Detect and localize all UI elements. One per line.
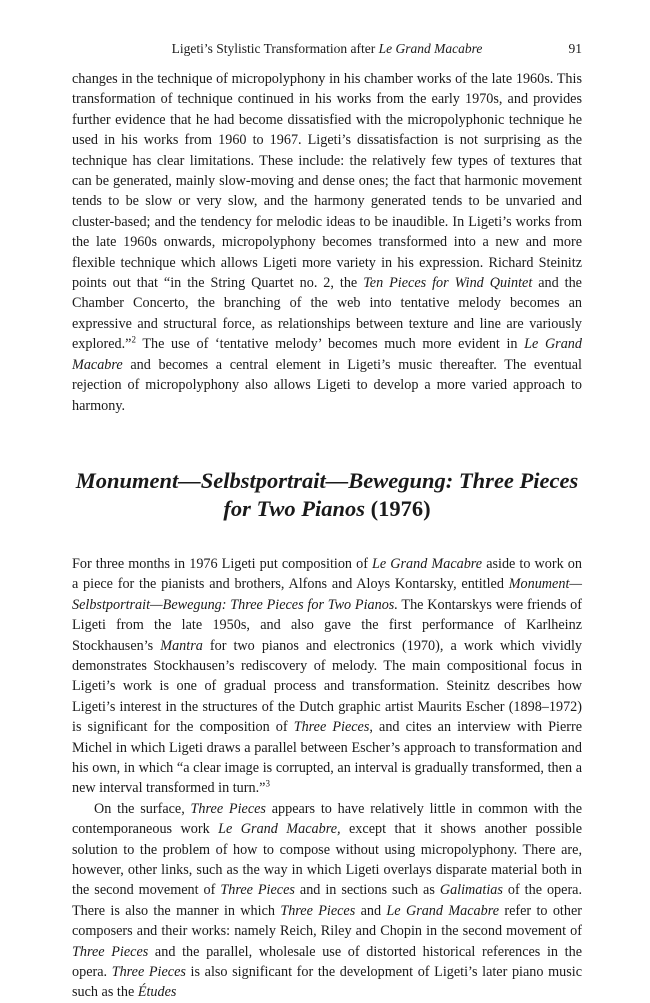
body-paragraph: For three months in 1976 Ligeti put composition of Le Grand Macabre aside to work on a piece for the pianists and brothers, Alfons and Aloys Kontarsky, entitled Monument—Selbstportrait—Bewegung: Three Pieces for Two Pianos. The Kontarskys were friends of Ligeti from the late 1950s, and also gave the first performance of Karlheinz Stockhausen’s Mantra for two pianos and electronics (1970), a work which vividly demonstrates Stockhausen’s rediscovery of melody. The main compositional focus in Ligeti’s work is one of gradual process and transformation. Steinitz describes how Ligeti’s interest in the structures of the Dutch graphic artist Maurits Escher (1898–1972) is significant for the composition of Three Pieces, and cites an interview with Pierre Michel in which Ligeti draws a parallel between Escher’s approach to transformation and his own, in which “a clear image is corrupted, an interval is gradually transformed, then a new interval transformed in turn.”$^3$: [72, 555, 582, 797]
book-page: [72, 0, 582, 1003]
body-paragraph: On the surface, Three Pieces appears to have relatively little in common with the contemporaneous work Le Grand Macabre, except that it shows another possible solution to the problem of how to compose without using micropolyphony. There are, however, other links, such as the way in which Ligeti overlays disparate material both in the second movement of Three Pieces and in sections such as Galimatias of the opera. There is also the manner in which Three Pieces and Le Grand Macabre refer to other composers and their works: namely Reich, Riley and Chopin in the second movement of Three Pieces and the parallel, wholesale use of distorted historical references in the opera. Three Pieces is also significant for the development of Ligeti’s later piano music such as the Études: [72, 800, 583, 1001]
body-paragraph: changes in the technique of micropolyphony in his chamber works of the late 1960s. This transformation of technique continued in his works from the early 1970s, and provides further evidence that he had become dissatisfied with the micropolyphonic technique he used in his works from 1960 to 1967. Ligeti’s dissatisfaction is not surprising as the technique has clear limitations. These include: the relatively few types of textures that can be generated, mainly slow-moving and dense ones; the fact that harmonic movement tends to be slow or very slow, and the harmony generated tends to be unvaried and cluster-based; and the tendency for melodic ideas to be inaudible. In Ligeti’s works from the late 1960s onwards, micropolyphony becomes transformed into a new and more flexible technique which allows Ligeti more variety in his expression. Richard Steinitz points out that “in the String Quartet no. 2, the Ten Pieces for Wind Quintet and the Chamber Concerto, the branching of the web into tentative melody becomes an expressive and structural force, as relationships between texture and line are variously explored.”$^2$ The use of ‘tentative melody’ becomes much more evident in Le Grand Macabre and becomes a central element in Ligeti’s music thereafter. The eventual rejection of micropolyphony also allows Ligeti to develop a more varied approach to harmony.: [72, 71, 582, 414]
section-heading-line: Monument—Selbstportrait—Bewegung: Three Pieces: [75, 467, 579, 493]
section-heading: [72, 467, 582, 523]
page-number: 91: [568, 41, 582, 56]
running-header: [72, 39, 582, 59]
section-heading-line: for Two Pianos (1976): [223, 495, 431, 521]
running-title: Ligeti’s Stylistic Transformation after Le Grand Macabre: [171, 41, 483, 56]
